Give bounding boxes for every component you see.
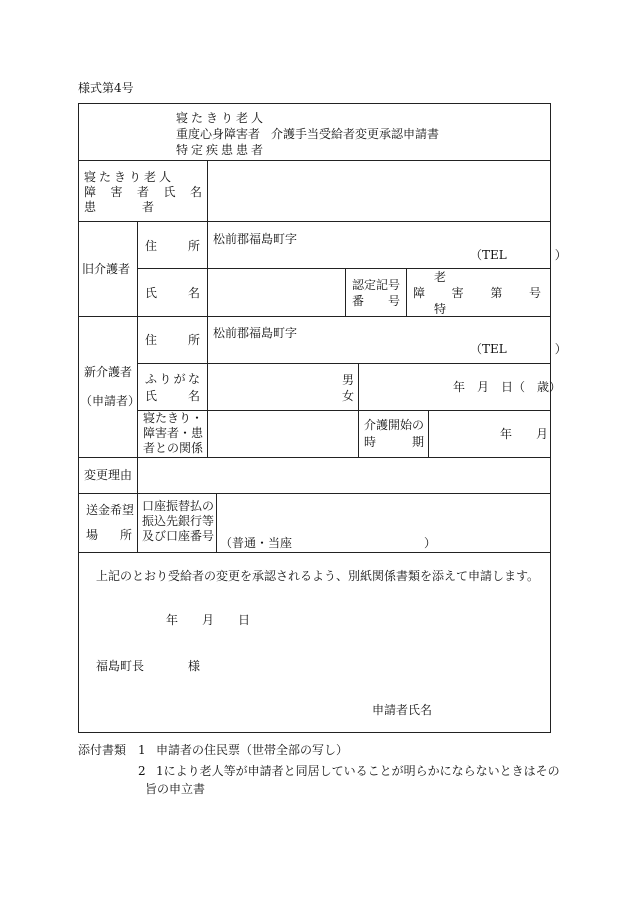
subject-label-1: 寝たきり老人	[84, 170, 175, 184]
relation-label-1: 寝たきり・	[143, 411, 204, 425]
change-reason-field[interactable]	[138, 458, 550, 493]
divider	[428, 410, 429, 457]
change-reason-label: 変更理由	[84, 468, 133, 482]
account-label-2: 振込先銀行等	[142, 514, 215, 528]
account-type-field[interactable]: （普通・当座 ）	[220, 536, 437, 550]
title-line-3: 特定疾患患者	[176, 143, 267, 157]
divider	[78, 552, 551, 553]
divider	[137, 363, 551, 364]
relation-field[interactable]	[208, 411, 358, 457]
new-caregiver-label: 新介護者	[84, 365, 133, 379]
subject-name-field[interactable]	[208, 161, 550, 221]
divider	[78, 493, 551, 494]
application-date[interactable]: 年 月 日	[166, 613, 251, 627]
cert-row-special: 特	[434, 302, 447, 316]
cert-label-2: 番号	[352, 294, 400, 308]
care-start-label-2: 時期	[364, 435, 424, 449]
subject-label-3: 患者	[84, 200, 154, 214]
statement-text: 上記のとおり受給者の変更を承認されるよう、別紙関係書類を添えて申請します。	[96, 569, 540, 583]
attachment-1: 申請者の住民票（世帯全部の写し）	[156, 743, 349, 757]
divider	[137, 493, 138, 552]
attachments-label: 添付書類	[78, 743, 127, 757]
title-line-2b: 介護手当受給者変更承認申請書	[271, 127, 440, 141]
old-address-label: 住所	[145, 239, 200, 253]
divider	[358, 363, 359, 457]
attachment-2-line-2: 旨の申立書	[145, 782, 206, 796]
sex-female[interactable]: 女	[342, 389, 355, 403]
birth-date-field[interactable]: 年 月 日（ 歳）	[453, 380, 562, 394]
old-name-field[interactable]	[208, 269, 345, 316]
divider	[78, 221, 551, 222]
new-caregiver-sub: （申請者）	[80, 394, 141, 408]
addressee-suffix: 様	[188, 659, 201, 673]
new-name-label: 氏名	[145, 389, 200, 403]
old-address-value[interactable]: 松前郡福島町字	[213, 232, 298, 246]
relation-label-2: 障害者・患	[143, 426, 204, 440]
new-address-value[interactable]: 松前郡福島町字	[213, 326, 298, 340]
remittance-label-2: 場所	[86, 528, 132, 542]
form-number: 様式第4号	[78, 81, 134, 95]
relation-label-3: 者との関係	[143, 441, 204, 455]
divider	[345, 268, 346, 316]
divider	[137, 221, 138, 457]
title-line-1: 寝たきり老人	[176, 111, 267, 125]
new-address-label: 住所	[145, 333, 200, 347]
remittance-label-1: 送金希望	[86, 503, 135, 517]
addressee: 福島町長	[96, 659, 145, 673]
old-caregiver-label: 旧介護者	[82, 262, 131, 276]
new-tel[interactable]: （TEL ）	[470, 342, 567, 356]
furigana-label: ふりがな	[145, 372, 200, 386]
attachment-2-line-1: 1により老人等が申請者と同居していることが明らかにならないときはその	[156, 764, 560, 778]
new-name-field[interactable]	[208, 364, 338, 410]
account-label-3: 及び口座番号	[142, 529, 215, 543]
divider	[406, 268, 407, 316]
cert-label-1: 認定記号	[352, 278, 401, 292]
care-start-label-1: 介護開始の	[364, 418, 425, 432]
cert-row-old: 老	[434, 270, 447, 284]
account-label-1: 口座振替払の	[142, 499, 215, 513]
cert-row-disabled[interactable]: 障害第号	[413, 286, 541, 300]
subject-label-2: 障害者氏名	[84, 185, 202, 199]
old-tel[interactable]: （TEL ）	[470, 248, 567, 262]
applicant-name-label: 申請者氏名	[372, 703, 433, 717]
title-line-2a: 重度心身障害者	[176, 127, 261, 141]
sex-male[interactable]: 男	[342, 373, 355, 387]
old-name-label: 氏名	[145, 286, 200, 300]
care-start-field[interactable]: 年 月	[500, 427, 549, 441]
attachment-2-number: 2	[138, 764, 146, 778]
attachment-1-number: 1	[138, 743, 146, 757]
divider	[216, 493, 217, 552]
divider	[78, 316, 551, 317]
